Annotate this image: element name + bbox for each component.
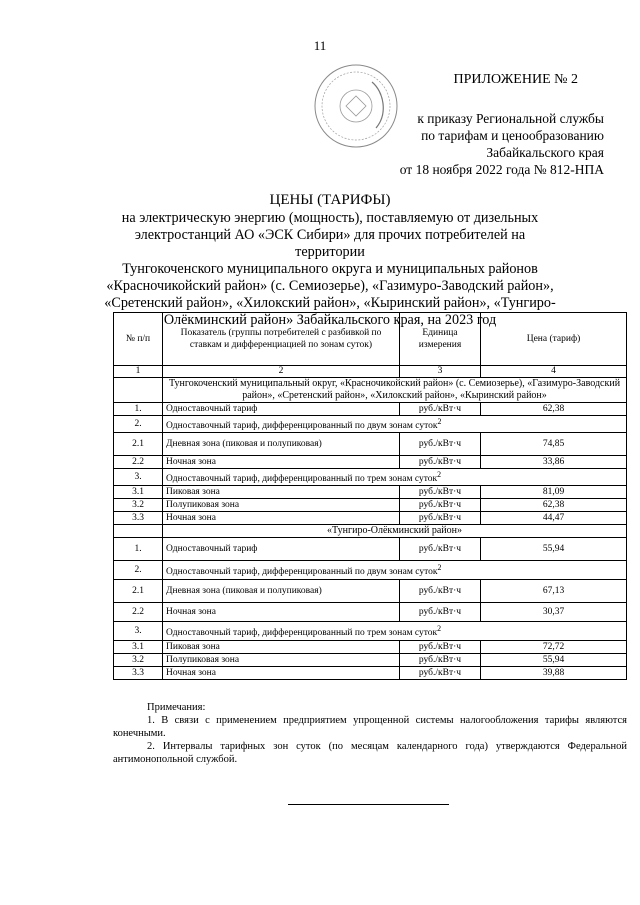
row-number: 1.: [114, 538, 163, 561]
column-number: 2: [163, 366, 400, 378]
row-number: 2.: [114, 416, 163, 433]
row-number: 3.2: [114, 499, 163, 512]
row-name: Ночная зона: [163, 512, 400, 525]
subtitle-line: электростанций АО «ЭСК Сибири» для прочих потребителей на территории: [134, 227, 526, 260]
row-name: Ночная зона: [163, 456, 400, 469]
row-price: 39,88: [481, 667, 627, 680]
order-line: к приказу Региональной службы: [417, 111, 604, 126]
row-name: Одноставочный тариф: [163, 538, 400, 561]
table-row: [114, 416, 627, 433]
table-row: [114, 469, 627, 486]
row-price: 72,72: [481, 641, 627, 654]
official-seal-icon: [312, 62, 400, 150]
row-number: 3.3: [114, 512, 163, 525]
table-row: [114, 512, 627, 525]
row-number: 3.1: [114, 486, 163, 499]
row-price: 62,38: [481, 499, 627, 512]
table-row: [114, 641, 627, 654]
row-name: Ночная зона: [163, 667, 400, 680]
row-price: 55,94: [481, 654, 627, 667]
note-item: 2. Интервалы тарифных зон суток (по месяцам календарного года) утверждаются Федеральной антимонопольной службой.: [113, 741, 627, 765]
table-row: [114, 486, 627, 499]
row-name: Одноставочный тариф, дифференцированный по двум зонам суток$^2$: [163, 416, 627, 433]
row-price: 30,37: [481, 603, 627, 622]
column-number: 1: [114, 366, 163, 378]
row-unit: руб./кВт·ч: [400, 538, 481, 561]
table-row: [114, 603, 627, 622]
table-row: [114, 580, 627, 603]
group-title-row: [114, 525, 627, 538]
group-title: Тунгокоченский муниципальный округ, «Красночикойский район» (с. Семиозерье), «Газимуро-Заводский район», «Сретенский район», «Хилокский район», «Кыринский район»: [163, 378, 627, 403]
row-price: 74,85: [481, 433, 627, 456]
table-row: [114, 538, 627, 561]
tariff-table: [113, 312, 627, 680]
group-title: «Тунгиро-Олёкминский район»: [163, 525, 627, 538]
table-header-row: [114, 313, 627, 366]
column-number: 3: [400, 366, 481, 378]
note-item: 1. В связи с применением предприятием упрощенной системы налогообложения тарифы являются конечными.: [113, 715, 627, 739]
notes-section: [113, 701, 627, 766]
row-name: Одноставочный тариф: [163, 403, 400, 416]
column-header-indicator: Показатель (группы потребителей с разбивкой по ставкам и дифференциацией по зонам суток): [163, 313, 400, 366]
row-price: 55,94: [481, 538, 627, 561]
row-price: 33,86: [481, 456, 627, 469]
footnote-mark: 2: [437, 470, 442, 480]
subtitle-line: «Сретенский район», «Хилокский район», «Кыринский район», «Тунгиро-: [104, 295, 556, 311]
row-unit: руб./кВт·ч: [400, 580, 481, 603]
group-title-row: [114, 378, 627, 403]
row-number: 3.: [114, 622, 163, 641]
row-number: 1.: [114, 403, 163, 416]
row-price: 44,47: [481, 512, 627, 525]
notes-heading: Примечания:: [147, 702, 206, 713]
column-number: 4: [481, 366, 627, 378]
page-number: 11: [313, 38, 327, 53]
footnote-mark: 2: [437, 417, 442, 426]
subtitle-line: на электрическую энергию (мощность), поставляемую от дизельных: [121, 210, 539, 226]
row-unit: руб./кВт·ч: [400, 403, 481, 416]
subtitle-line: Олёкминский район» Забайкальского края, на 2023 год: [163, 312, 497, 328]
row-unit: руб./кВт·ч: [400, 433, 481, 456]
table-row: [114, 433, 627, 456]
row-unit: руб./кВт·ч: [400, 641, 481, 654]
row-name: Ночная зона: [163, 603, 400, 622]
row-name: Одноставочный тариф, дифференцированный по трем зонам суток$^2$: [163, 622, 627, 641]
row-number: 2.1: [114, 580, 163, 603]
order-reference: [400, 110, 604, 178]
order-line: по тарифам и ценообразованию: [421, 128, 604, 143]
row-name: Полупиковая зона: [163, 654, 400, 667]
row-name: Дневная зона (пиковая и полупиковая): [163, 433, 400, 456]
row-price: 67,13: [481, 580, 627, 603]
table-row: [114, 622, 627, 641]
row-name: Пиковая зона: [163, 486, 400, 499]
order-line: Забайкальского края: [486, 145, 604, 160]
appendix-title: ПРИЛОЖЕНИЕ № 2: [453, 72, 578, 87]
document-title: ЦЕНЫ (ТАРИФЫ): [269, 192, 391, 208]
row-number: 2.2: [114, 603, 163, 622]
row-unit: руб./кВт·ч: [400, 667, 481, 680]
footnote-mark: 2: [437, 624, 442, 634]
table-row: [114, 403, 627, 416]
row-unit: руб./кВт·ч: [400, 512, 481, 525]
row-number: 3.2: [114, 654, 163, 667]
row-unit: руб./кВт·ч: [400, 486, 481, 499]
subtitle-line: «Красночикойский район» (с. Семиозерье), «Газимуро-Заводский район»,: [106, 278, 554, 294]
row-name: Одноставочный тариф, дифференцированный по трем зонам суток$^2$: [163, 469, 627, 486]
row-number: 2.1: [114, 433, 163, 456]
table-row: [114, 667, 627, 680]
row-number: 3.3: [114, 667, 163, 680]
table-row: [114, 456, 627, 469]
row-number: 2.2: [114, 456, 163, 469]
row-number: 2.: [114, 561, 163, 580]
row-unit: руб./кВт·ч: [400, 603, 481, 622]
row-price: 81,09: [481, 486, 627, 499]
column-header-unit: Единица измерения: [400, 313, 481, 366]
row-name: Дневная зона (пиковая и полупиковая): [163, 580, 400, 603]
order-line: от 18 ноября 2022 года № 812-НПА: [399, 162, 604, 177]
row-unit: руб./кВт·ч: [400, 654, 481, 667]
table-row: [114, 499, 627, 512]
column-number-row: [114, 366, 627, 378]
row-unit: руб./кВт·ч: [400, 499, 481, 512]
column-header-number: № п/п: [114, 313, 163, 366]
row-name: Пиковая зона: [163, 641, 400, 654]
column-header-price: Цена (тариф): [481, 313, 627, 366]
row-name: Полупиковая зона: [163, 499, 400, 512]
subtitle-line: Тунгокоченского муниципального округа и муниципальных районов: [122, 261, 538, 277]
row-price: 62,38: [481, 403, 627, 416]
footnote-mark: 2: [437, 563, 442, 573]
row-number: 3.: [114, 469, 163, 486]
row-unit: руб./кВт·ч: [400, 456, 481, 469]
row-name: Одноставочный тариф, дифференцированный по двум зонам суток$^2$: [163, 561, 627, 580]
separator-line: [288, 804, 449, 805]
table-row: [114, 561, 627, 580]
row-number: 3.1: [114, 641, 163, 654]
table-row: [114, 654, 627, 667]
